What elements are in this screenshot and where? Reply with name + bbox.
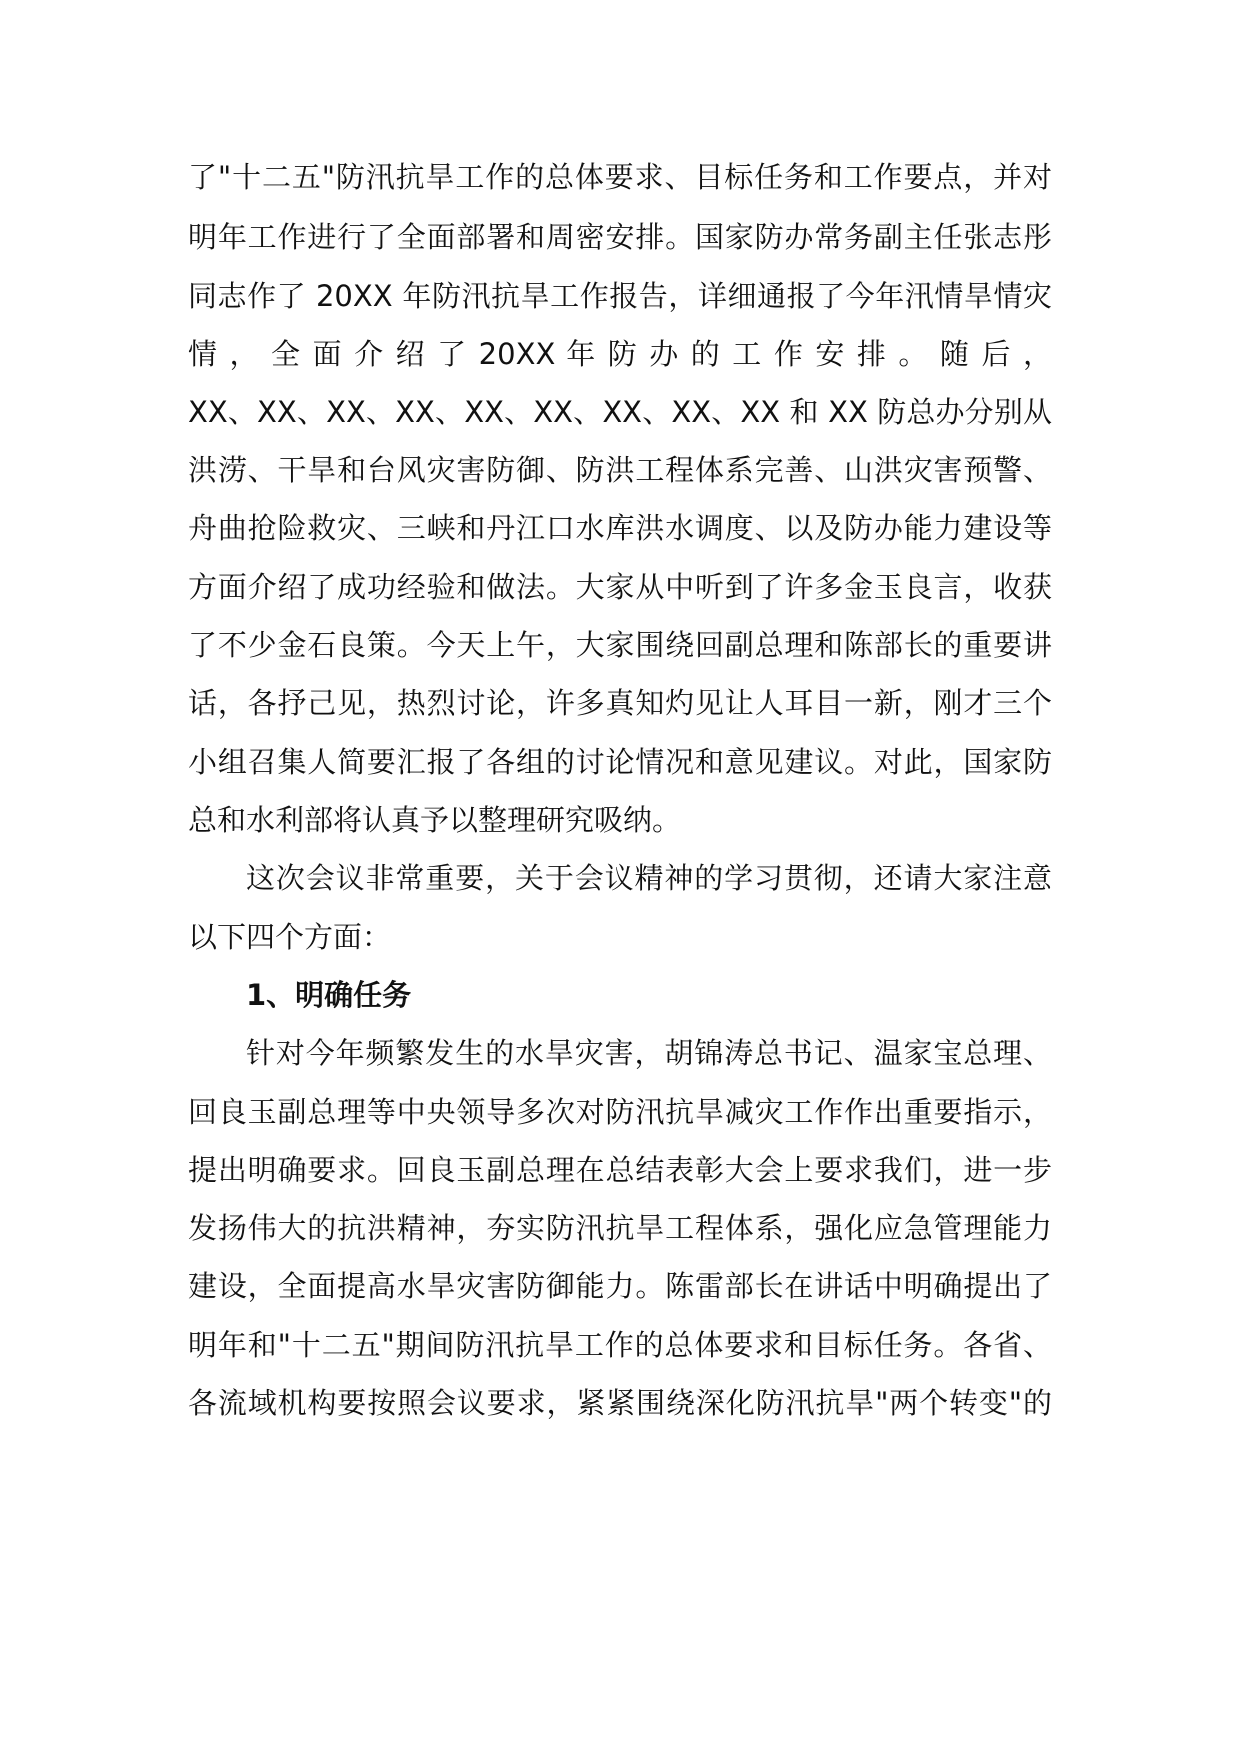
text-line: 各流域机构要按照会议要求，紧紧围绕深化防汛抗旱"两个转变"的 xyxy=(188,1386,1052,1420)
text-line: 针对今年频繁发生的水旱灾害，胡锦涛总书记、温家宝总理、 xyxy=(246,1036,1052,1070)
text-line: 同志作了 20XX 年防汛抗旱工作报告，详细通报了今年汛情旱情灾 xyxy=(188,279,1052,313)
text-line: 了不少金石良策。今天上午，大家围绕回副总理和陈部长的重要讲 xyxy=(188,628,1052,662)
text-line: 小组召集人简要汇报了各组的讨论情况和意见建议。对此，国家防 xyxy=(188,745,1052,779)
text-line: 提出明确要求。回良玉副总理在总结表彰大会上要求我们，进一步 xyxy=(188,1153,1052,1187)
text-line: 回良玉副总理等中央领导多次对防汛抗旱减灾工作作出重要指示， xyxy=(188,1095,1052,1129)
text-line: 情 ， 全 面 介 绍 了 20XX 年 防 办 的 工 作 安 排 。 随 后 ， xyxy=(188,337,1052,371)
text-line: XX、XX、XX、XX、XX、XX、XX、XX、XX 和 XX 防总办分别从 xyxy=(188,395,1052,429)
text-line: 这次会议非常重要，关于会议精神的学习贯彻，还请大家注意 xyxy=(246,861,1052,895)
text-line: 总和水利部将认真予以整理研究吸纳。 xyxy=(188,803,682,837)
text-line: 洪涝、干旱和台风灾害防御、防洪工程体系完善、山洪灾害预警、 xyxy=(188,453,1052,487)
text-line: 舟曲抢险救灾、三峡和丹江口水库洪水调度、以及防办能力建设等 xyxy=(188,511,1052,545)
text-line: 了"十二五"防汛抗旱工作的总体要求、目标任务和工作要点，并对 xyxy=(188,160,1052,194)
text-line: 明年和"十二五"期间防汛抗旱工作的总体要求和目标任务。各省、 xyxy=(188,1328,1052,1362)
text-line: 建设，全面提高水旱灾害防御能力。陈雷部长在讲话中明确提出了 xyxy=(188,1269,1052,1303)
text-line: 话，各抒己见，热烈讨论，许多真知灼见让人耳目一新，刚才三个 xyxy=(188,686,1052,720)
text-line: 以下四个方面： xyxy=(188,920,392,954)
section-heading: 1、明确任务 xyxy=(246,978,412,1012)
text-line: 明年工作进行了全面部署和周密安排。国家防办常务副主任张志彤 xyxy=(188,220,1052,254)
text-line: 发扬伟大的抗洪精神，夯实防汛抗旱工程体系，强化应急管理能力 xyxy=(188,1211,1052,1245)
text-line: 方面介绍了成功经验和做法。大家从中听到了许多金玉良言，收获 xyxy=(188,570,1052,604)
